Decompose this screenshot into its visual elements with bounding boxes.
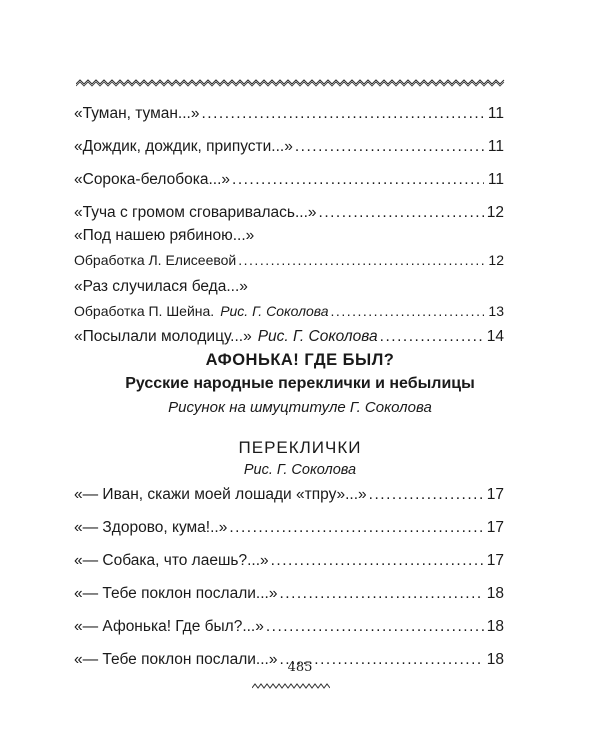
page-number: 485 [287,660,313,675]
toc-entry-page: 11 [487,171,504,188]
leader-dots [201,103,484,125]
leader-dots [295,136,484,158]
toc-entry-title: «Дождик, дождик, припусти...» [74,138,293,155]
toc-entry-page: 18 [486,585,504,602]
toc-entry[interactable] [74,484,504,506]
toc-entry[interactable] [74,136,504,158]
toc-entry[interactable] [74,103,504,125]
decorative-zigzag-bottom [252,682,330,690]
toc-entry-page: 14 [486,328,504,345]
toc-entry-credit: Обработка Л. Елисеевой [74,252,237,268]
leader-dots [238,249,484,271]
toc-entry-multiline[interactable] [74,225,504,271]
toc-entry-page: 12 [488,252,504,268]
leader-dots [279,583,484,605]
leader-dots [319,202,484,224]
toc-entry-page: 17 [486,552,504,569]
toc-entry[interactable] [74,326,504,348]
section-subtitle: Русские народные переклички и небылицы [125,375,475,392]
leader-dots [232,169,484,191]
toc-entry-page: 17 [486,486,504,503]
toc-entry-page: 18 [486,618,504,635]
section-title: АФОНЬКА! ГДЕ БЫЛ? [205,351,395,369]
toc-entry[interactable] [74,169,504,191]
toc-entry-title: «— Афонька! Где был?...» [74,618,264,635]
toc-entry-title: «Раз случилася беда...» [74,278,248,295]
toc-entry-page: 17 [486,519,504,536]
table-of-contents-part1 [74,103,504,359]
leader-dots [266,616,484,638]
leader-dots [271,550,484,572]
table-of-contents-part2 [74,484,504,682]
toc-entry-title: «— Собака, что лаешь?...» [74,552,269,569]
subsection-title: ПЕРЕКЛИЧКИ [238,438,362,457]
toc-entry-title: «— Здорово, кума!..» [74,519,228,536]
toc-entry-title: «Сорока-белобока...» [74,171,231,188]
section-illustration-credit: Рисунок на шмуцтитуле Г. Соколова [168,399,432,416]
leader-dots [331,300,484,322]
toc-entry-title: «Туча с громом сговаривалась...» [74,204,317,221]
toc-entry-title: «Под нашею рябиною...» [74,227,255,244]
toc-entry-multiline[interactable] [74,276,504,322]
leader-dots [229,517,484,539]
toc-entry[interactable] [74,517,504,539]
toc-entry-title: «— Иван, скажи моей лошади «тпру»...» [74,486,367,503]
toc-entry-credit: Обработка П. Шейна. [74,303,215,319]
toc-entry-page: 11 [487,105,504,122]
toc-entry-page: 18 [486,651,504,668]
leader-dots [380,326,484,348]
toc-entry-page: 13 [488,303,504,319]
toc-entry[interactable] [74,202,504,224]
leader-dots [369,484,484,506]
toc-entry[interactable] [74,550,504,572]
toc-entry-illustrator: Рис. Г. Соколова [257,328,378,345]
toc-entry-title: «Туман, туман...» [74,105,200,122]
toc-entry-page: 12 [486,204,504,221]
toc-entry[interactable] [74,583,504,605]
toc-entry-title: «— Тебе поклон послали...» [74,651,278,668]
subsection-illustration-credit: Рис. Г. Соколова [243,462,357,478]
decorative-zigzag-top [76,77,505,87]
toc-entry-title: «Посылали молодицу...» [74,328,252,345]
toc-entry-page: 11 [487,138,504,155]
toc-entry-title: «— Тебе поклон послали...» [74,585,278,602]
toc-entry-illustrator: Рис. Г. Соколова [220,303,329,319]
toc-entry[interactable] [74,616,504,638]
